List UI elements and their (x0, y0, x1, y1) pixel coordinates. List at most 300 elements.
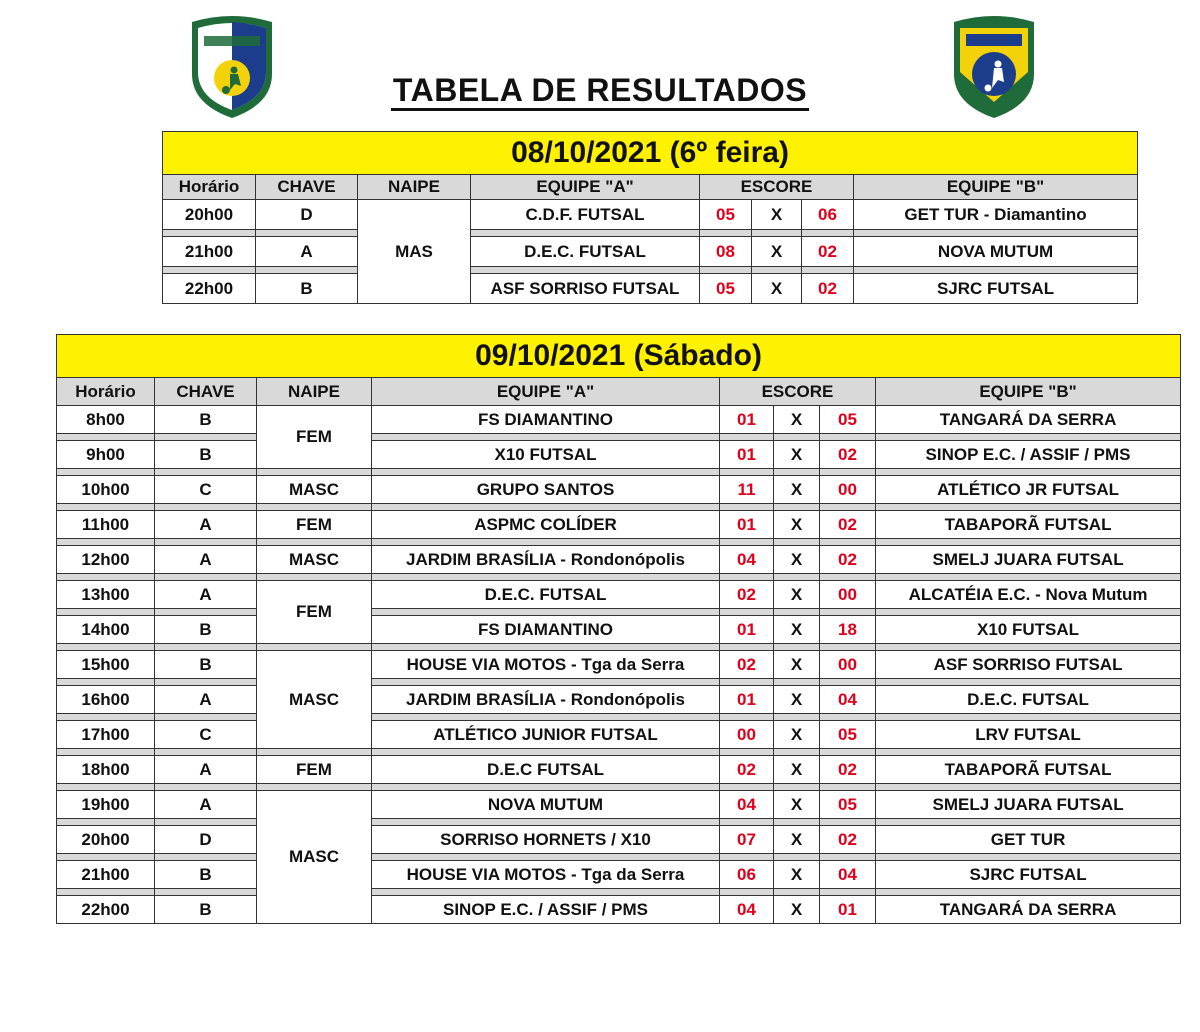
score-b: 06 (802, 200, 854, 230)
separator-cell (57, 679, 155, 686)
team-a: NOVA MUTUM (372, 791, 720, 819)
team-a: D.E.C. FUTSAL (471, 237, 700, 267)
team-b: TABAPORÃ FUTSAL (876, 511, 1181, 539)
naipe-cell: MASC (257, 791, 372, 924)
score-separator: X (752, 237, 802, 267)
separator-cell (720, 784, 774, 791)
score-separator: X (774, 791, 820, 819)
row-separator (57, 504, 1181, 511)
score-b: 18 (820, 616, 876, 644)
score-b: 05 (820, 791, 876, 819)
match-chave: B (155, 861, 257, 889)
separator-cell (720, 469, 774, 476)
score-separator: X (774, 721, 820, 749)
separator-cell (876, 434, 1181, 441)
team-b: LRV FUTSAL (876, 721, 1181, 749)
team-a: JARDIM BRASÍLIA - Rondonópolis (372, 686, 720, 714)
score-b: 05 (820, 406, 876, 434)
separator-cell (57, 889, 155, 896)
col-header-naipe: NAIPE (257, 378, 372, 406)
score-separator: X (774, 441, 820, 469)
score-a: 01 (720, 511, 774, 539)
match-row (57, 826, 1181, 854)
naipe-cell: FEM (257, 406, 372, 469)
separator-cell (720, 749, 774, 756)
day2-body (57, 406, 1181, 924)
separator-cell (372, 644, 720, 651)
match-time: 20h00 (57, 826, 155, 854)
separator-cell (57, 504, 155, 511)
team-b: SMELJ JUARA FUTSAL (876, 791, 1181, 819)
separator-cell (720, 609, 774, 616)
separator-cell (57, 854, 155, 861)
separator-cell (155, 784, 257, 791)
separator-cell (155, 749, 257, 756)
col-header-equipe-b: EQUIPE "B" (876, 378, 1181, 406)
row-separator (57, 644, 1181, 651)
match-row (57, 616, 1181, 644)
separator-cell (720, 504, 774, 511)
score-b: 02 (802, 274, 854, 304)
score-separator: X (774, 686, 820, 714)
separator-cell (820, 854, 876, 861)
separator-cell (257, 749, 372, 756)
match-time: 11h00 (57, 511, 155, 539)
separator-cell (372, 574, 720, 581)
match-chave: B (155, 616, 257, 644)
score-b: 02 (820, 826, 876, 854)
team-b: ASF SORRISO FUTSAL (876, 651, 1181, 679)
match-row (57, 441, 1181, 469)
match-chave: B (155, 651, 257, 679)
col-header-escore: ESCORE (700, 175, 854, 200)
separator-cell (372, 819, 720, 826)
score-a: 08 (700, 237, 752, 267)
match-time: 21h00 (163, 237, 256, 267)
separator-cell (372, 749, 720, 756)
col-header-horario: Horário (57, 378, 155, 406)
separator-cell (57, 574, 155, 581)
naipe-cell: MASC (257, 546, 372, 574)
separator-cell (155, 574, 257, 581)
separator-cell (372, 434, 720, 441)
row-separator (57, 609, 1181, 616)
naipe-cell: FEM (257, 756, 372, 784)
date-header-day2: 09/10/2021 (Sábado) (57, 335, 1181, 378)
results-table-day2 (56, 334, 1181, 924)
separator-cell (876, 679, 1181, 686)
match-row (57, 791, 1181, 819)
date-header-day1: 08/10/2021 (6º feira) (163, 132, 1138, 175)
separator-cell (876, 749, 1181, 756)
match-row (57, 511, 1181, 539)
separator-cell (854, 230, 1138, 237)
score-b: 04 (820, 686, 876, 714)
separator-cell (820, 889, 876, 896)
separator-cell (876, 784, 1181, 791)
team-b: ALCATÉIA E.C. - Nova Mutum (876, 581, 1181, 609)
match-row (57, 861, 1181, 889)
match-row (57, 406, 1181, 434)
separator-cell (372, 679, 720, 686)
match-chave: B (155, 406, 257, 434)
separator-cell (820, 644, 876, 651)
score-separator: X (774, 476, 820, 504)
row-separator (163, 267, 1138, 274)
separator-cell (155, 819, 257, 826)
row-separator (163, 230, 1138, 237)
separator-cell (820, 469, 876, 476)
score-separator: X (774, 896, 820, 924)
team-b: X10 FUTSAL (876, 616, 1181, 644)
separator-cell (163, 267, 256, 274)
separator-cell (155, 889, 257, 896)
page-title (0, 72, 1200, 109)
results-table-day1 (162, 131, 1138, 304)
row-separator (57, 714, 1181, 721)
score-separator: X (774, 651, 820, 679)
separator-cell (155, 504, 257, 511)
naipe-cell: MASC (257, 476, 372, 504)
separator-cell (774, 434, 820, 441)
day1-body (163, 200, 1138, 304)
separator-cell (876, 889, 1181, 896)
match-chave: A (155, 511, 257, 539)
separator-cell (163, 230, 256, 237)
page-title-text: TABELA DE RESULTADOS (391, 72, 809, 111)
separator-cell (876, 644, 1181, 651)
separator-cell (372, 714, 720, 721)
separator-cell (802, 267, 854, 274)
separator-cell (820, 819, 876, 826)
separator-cell (256, 267, 358, 274)
separator-cell (372, 469, 720, 476)
match-time: 15h00 (57, 651, 155, 679)
team-b: SINOP E.C. / ASSIF / PMS (876, 441, 1181, 469)
separator-cell (155, 609, 257, 616)
match-chave: A (155, 791, 257, 819)
match-time: 16h00 (57, 686, 155, 714)
team-a: X10 FUTSAL (372, 441, 720, 469)
team-a: SORRISO HORNETS / X10 (372, 826, 720, 854)
match-time: 12h00 (57, 546, 155, 574)
row-separator (57, 469, 1181, 476)
separator-cell (876, 854, 1181, 861)
separator-cell (774, 539, 820, 546)
match-row (163, 200, 1138, 230)
match-chave: D (155, 826, 257, 854)
team-a: HOUSE VIA MOTOS - Tga da Serra (372, 651, 720, 679)
separator-cell (774, 714, 820, 721)
col-header-equipe-b: EQUIPE "B" (854, 175, 1138, 200)
separator-cell (774, 749, 820, 756)
match-time: 17h00 (57, 721, 155, 749)
score-separator: X (774, 756, 820, 784)
separator-cell (774, 784, 820, 791)
separator-cell (257, 644, 372, 651)
separator-cell (774, 504, 820, 511)
separator-cell (720, 574, 774, 581)
score-separator: X (774, 861, 820, 889)
team-a: D.E.C FUTSAL (372, 756, 720, 784)
score-a: 00 (720, 721, 774, 749)
col-header-escore: ESCORE (720, 378, 876, 406)
match-row (57, 756, 1181, 784)
row-separator (57, 889, 1181, 896)
match-row (57, 686, 1181, 714)
separator-cell (720, 854, 774, 861)
team-a: C.D.F. FUTSAL (471, 200, 700, 230)
match-chave: C (155, 721, 257, 749)
match-time: 13h00 (57, 581, 155, 609)
match-chave: B (155, 441, 257, 469)
col-header-equipe-a: EQUIPE "A" (372, 378, 720, 406)
score-a: 04 (720, 546, 774, 574)
score-a: 01 (720, 441, 774, 469)
match-time: 20h00 (163, 200, 256, 230)
match-chave: A (256, 237, 358, 267)
separator-cell (774, 889, 820, 896)
col-header-equipe-a: EQUIPE "A" (471, 175, 700, 200)
team-b: TANGARÁ DA SERRA (876, 406, 1181, 434)
separator-cell (372, 889, 720, 896)
team-b: GET TUR - Diamantino (854, 200, 1138, 230)
match-chave: B (155, 896, 257, 924)
separator-cell (257, 469, 372, 476)
separator-cell (820, 539, 876, 546)
col-header-horario: Horário (163, 175, 256, 200)
score-b: 02 (820, 511, 876, 539)
naipe-cell: MASC (257, 651, 372, 749)
match-chave: A (155, 756, 257, 784)
score-separator: X (752, 274, 802, 304)
separator-cell (57, 469, 155, 476)
separator-cell (876, 574, 1181, 581)
score-a: 01 (720, 406, 774, 434)
score-separator: X (774, 546, 820, 574)
separator-cell (720, 819, 774, 826)
naipe-cell: FEM (257, 581, 372, 644)
separator-cell (57, 434, 155, 441)
separator-cell (720, 539, 774, 546)
team-b: TANGARÁ DA SERRA (876, 896, 1181, 924)
score-b: 00 (820, 581, 876, 609)
score-a: 06 (720, 861, 774, 889)
separator-cell (752, 267, 802, 274)
row-separator (57, 819, 1181, 826)
score-b: 02 (820, 546, 876, 574)
separator-cell (57, 714, 155, 721)
separator-cell (155, 714, 257, 721)
separator-cell (57, 819, 155, 826)
match-time: 21h00 (57, 861, 155, 889)
separator-cell (372, 539, 720, 546)
score-b: 04 (820, 861, 876, 889)
team-a: ASPMC COLÍDER (372, 511, 720, 539)
separator-cell (820, 504, 876, 511)
separator-cell (774, 609, 820, 616)
separator-cell (372, 854, 720, 861)
naipe-cell: FEM (257, 511, 372, 539)
separator-cell (774, 644, 820, 651)
separator-cell (854, 267, 1138, 274)
team-a: SINOP E.C. / ASSIF / PMS (372, 896, 720, 924)
separator-cell (820, 434, 876, 441)
separator-cell (372, 784, 720, 791)
match-time: 8h00 (57, 406, 155, 434)
score-a: 04 (720, 896, 774, 924)
separator-cell (700, 267, 752, 274)
match-chave: A (155, 581, 257, 609)
separator-cell (802, 230, 854, 237)
separator-cell (471, 230, 700, 237)
match-row (57, 721, 1181, 749)
row-separator (57, 434, 1181, 441)
separator-cell (876, 539, 1181, 546)
match-row (163, 274, 1138, 304)
col-header-chave: CHAVE (155, 378, 257, 406)
naipe-cell: MAS (358, 200, 471, 304)
match-row (57, 896, 1181, 924)
separator-cell (57, 749, 155, 756)
separator-cell (820, 784, 876, 791)
score-b: 01 (820, 896, 876, 924)
separator-cell (720, 434, 774, 441)
match-chave: A (155, 546, 257, 574)
match-chave: C (155, 476, 257, 504)
separator-cell (820, 749, 876, 756)
score-separator: X (774, 581, 820, 609)
match-row (57, 476, 1181, 504)
team-b: D.E.C. FUTSAL (876, 686, 1181, 714)
score-a: 05 (700, 274, 752, 304)
match-row (57, 651, 1181, 679)
team-a: FS DIAMANTINO (372, 406, 720, 434)
score-b: 00 (820, 476, 876, 504)
match-row (57, 581, 1181, 609)
separator-cell (372, 609, 720, 616)
separator-cell (774, 679, 820, 686)
separator-cell (155, 469, 257, 476)
separator-cell (257, 574, 372, 581)
separator-cell (876, 609, 1181, 616)
score-b: 02 (820, 441, 876, 469)
match-chave: A (155, 686, 257, 714)
score-a: 11 (720, 476, 774, 504)
separator-cell (820, 574, 876, 581)
separator-cell (774, 469, 820, 476)
match-time: 22h00 (57, 896, 155, 924)
separator-cell (774, 819, 820, 826)
team-b: NOVA MUTUM (854, 237, 1138, 267)
separator-cell (700, 230, 752, 237)
team-b: ATLÉTICO JR FUTSAL (876, 476, 1181, 504)
separator-cell (820, 714, 876, 721)
match-chave: D (256, 200, 358, 230)
team-a: D.E.C. FUTSAL (372, 581, 720, 609)
score-a: 07 (720, 826, 774, 854)
match-time: 14h00 (57, 616, 155, 644)
separator-cell (155, 539, 257, 546)
row-separator (57, 679, 1181, 686)
separator-cell (720, 679, 774, 686)
separator-cell (820, 609, 876, 616)
separator-cell (372, 504, 720, 511)
team-b: TABAPORÃ FUTSAL (876, 756, 1181, 784)
separator-cell (720, 714, 774, 721)
separator-cell (257, 784, 372, 791)
separator-cell (57, 539, 155, 546)
team-b: SMELJ JUARA FUTSAL (876, 546, 1181, 574)
score-separator: X (774, 616, 820, 644)
col-header-naipe: NAIPE (358, 175, 471, 200)
team-b: SJRC FUTSAL (876, 861, 1181, 889)
separator-cell (752, 230, 802, 237)
team-b: SJRC FUTSAL (854, 274, 1138, 304)
separator-cell (257, 539, 372, 546)
separator-cell (720, 889, 774, 896)
row-separator (57, 749, 1181, 756)
row-separator (57, 784, 1181, 791)
score-separator: X (774, 406, 820, 434)
score-separator: X (752, 200, 802, 230)
separator-cell (155, 434, 257, 441)
separator-cell (876, 819, 1181, 826)
separator-cell (257, 504, 372, 511)
row-separator (57, 574, 1181, 581)
match-time: 9h00 (57, 441, 155, 469)
team-a: ATLÉTICO JUNIOR FUTSAL (372, 721, 720, 749)
separator-cell (57, 609, 155, 616)
separator-cell (876, 714, 1181, 721)
separator-cell (774, 574, 820, 581)
score-a: 05 (700, 200, 752, 230)
separator-cell (155, 644, 257, 651)
row-separator (57, 854, 1181, 861)
score-b: 00 (820, 651, 876, 679)
team-a: GRUPO SANTOS (372, 476, 720, 504)
separator-cell (155, 679, 257, 686)
separator-cell (57, 784, 155, 791)
separator-cell (876, 469, 1181, 476)
match-time: 19h00 (57, 791, 155, 819)
team-a: JARDIM BRASÍLIA - Rondonópolis (372, 546, 720, 574)
match-time: 10h00 (57, 476, 155, 504)
score-a: 04 (720, 791, 774, 819)
score-a: 01 (720, 616, 774, 644)
separator-cell (720, 644, 774, 651)
separator-cell (774, 854, 820, 861)
team-a: HOUSE VIA MOTOS - Tga da Serra (372, 861, 720, 889)
score-a: 02 (720, 581, 774, 609)
score-a: 02 (720, 756, 774, 784)
score-a: 02 (720, 651, 774, 679)
row-separator (57, 539, 1181, 546)
separator-cell (256, 230, 358, 237)
team-b: GET TUR (876, 826, 1181, 854)
match-time: 18h00 (57, 756, 155, 784)
separator-cell (57, 644, 155, 651)
score-separator: X (774, 511, 820, 539)
match-row (57, 546, 1181, 574)
col-header-chave: CHAVE (256, 175, 358, 200)
score-a: 01 (720, 686, 774, 714)
separator-cell (820, 679, 876, 686)
score-b: 02 (802, 237, 854, 267)
match-chave: B (256, 274, 358, 304)
separator-cell (876, 504, 1181, 511)
separator-cell (471, 267, 700, 274)
